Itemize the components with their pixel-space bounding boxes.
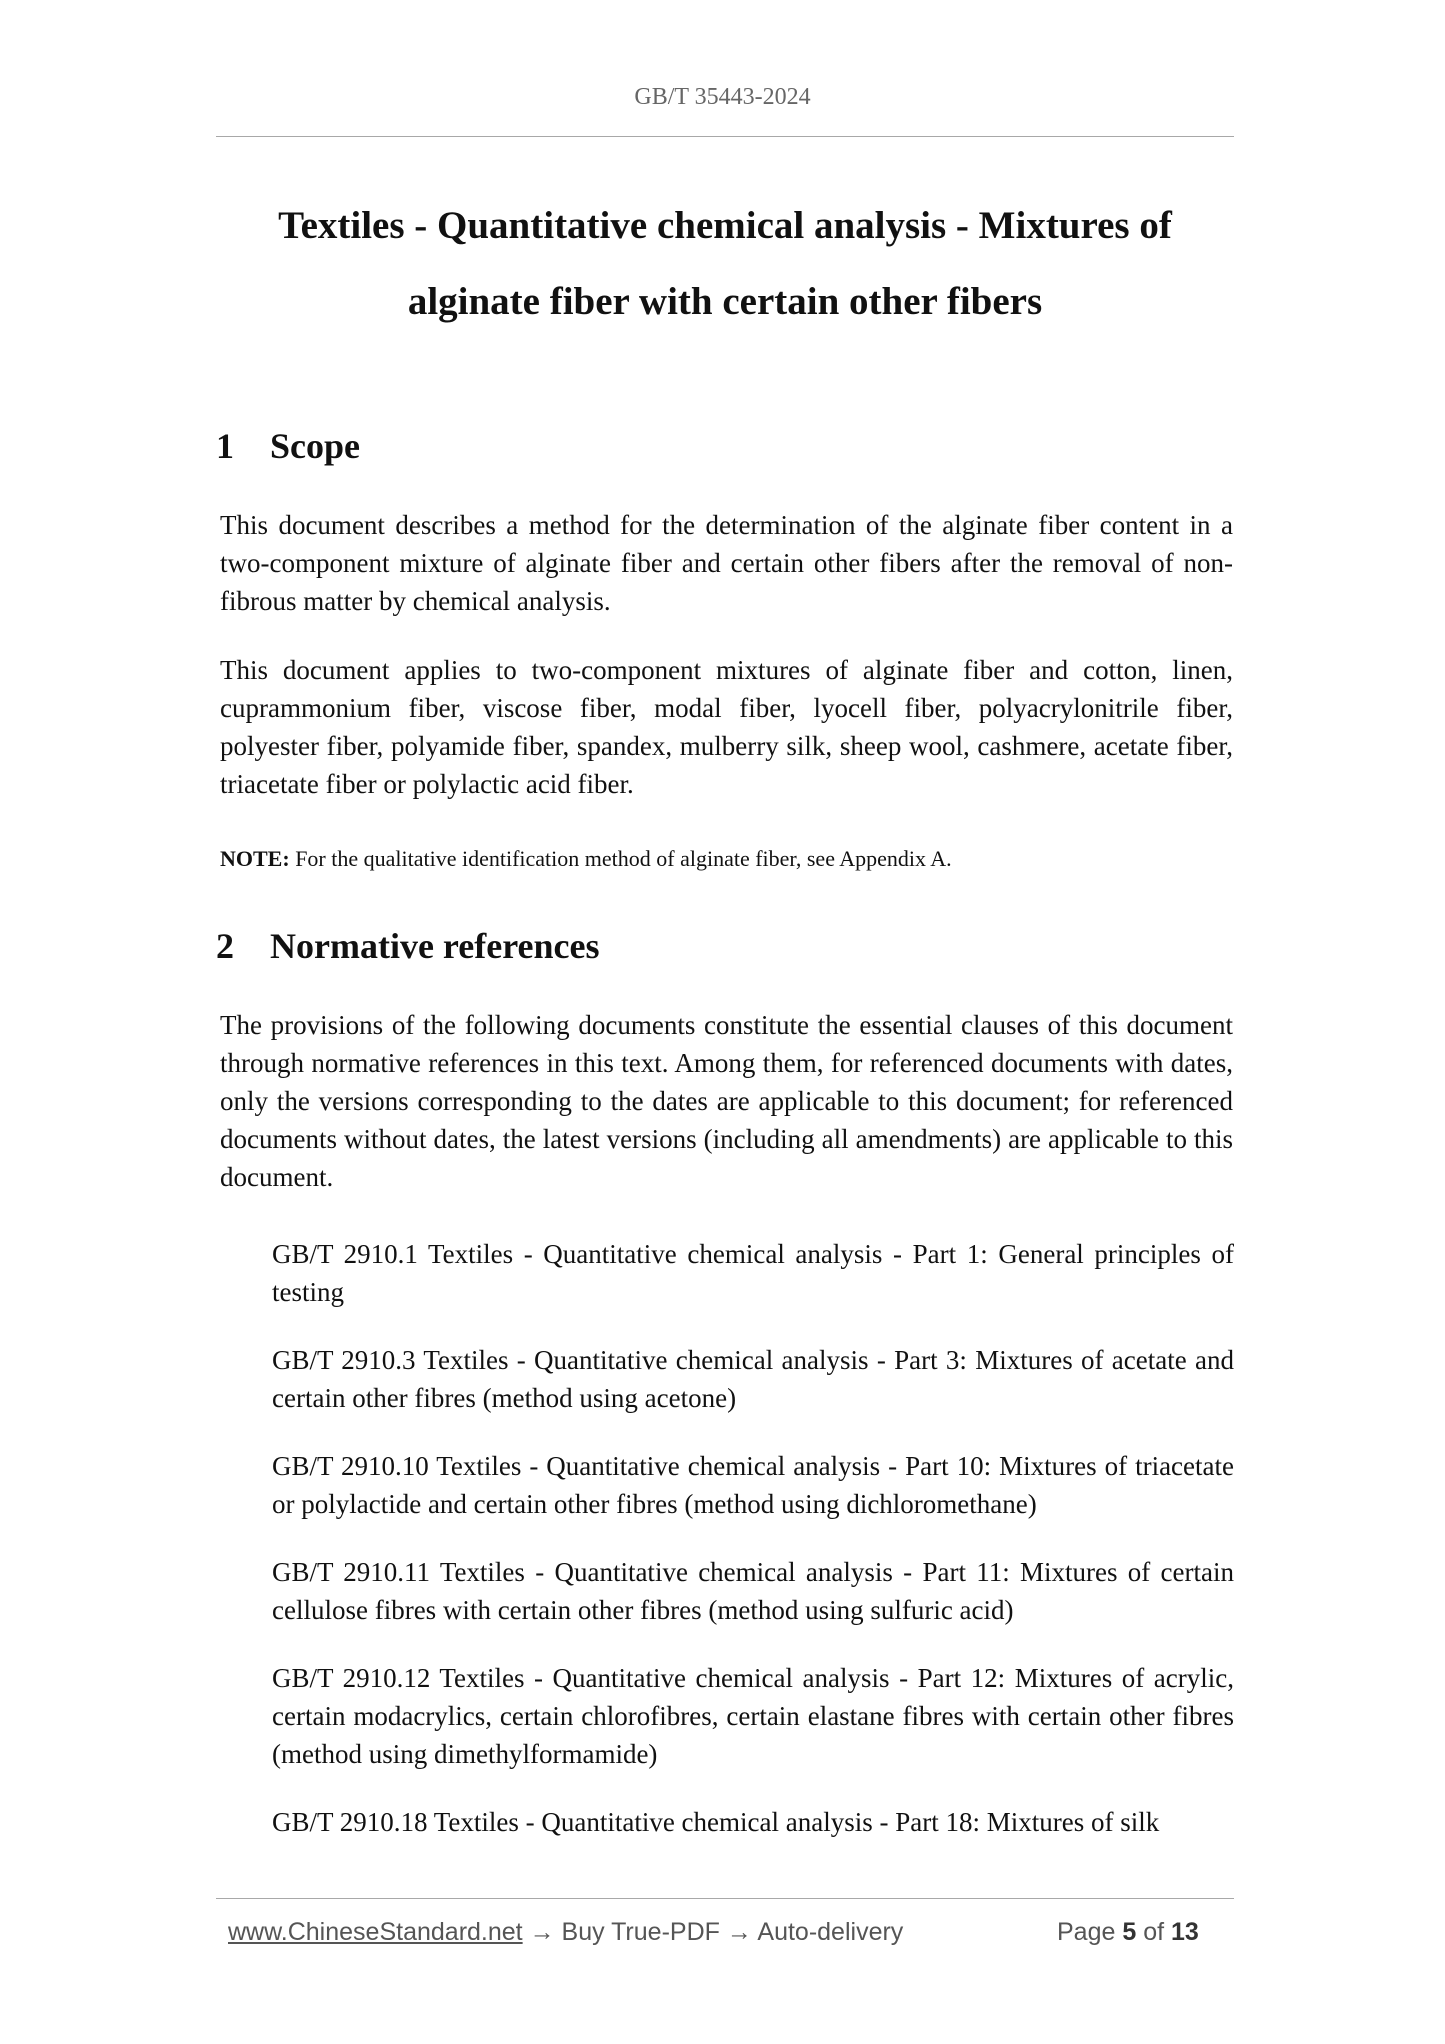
section-number: 2 bbox=[216, 926, 234, 966]
reference-item: GB/T 2910.10 Textiles - Quantitative chemical analysis - Part 10: Mixtures of triacetate or polylactide and certain other fibres (method using dichloromethane) bbox=[272, 1451, 1234, 1519]
note-label: NOTE: bbox=[220, 846, 290, 871]
footer-promo bbox=[228, 1918, 903, 1947]
document-title bbox=[216, 188, 1234, 340]
document-code: GB/T 35443-2024 bbox=[634, 84, 811, 110]
note-text: For the qualitative identification method of alginate fiber, see Appendix A. bbox=[289, 846, 952, 871]
section-title: Normative references bbox=[270, 926, 600, 966]
site-link[interactable]: www.ChineseStandard.net bbox=[228, 1918, 523, 1946]
reference-item: GB/T 2910.3 Textiles - Quantitative chemical analysis - Part 3: Mixtures of acetate and certain other fibres (method using acetone) bbox=[272, 1345, 1234, 1413]
page-of-label: of bbox=[1143, 1918, 1165, 1946]
reference-item: GB/T 2910.18 Textiles - Quantitative chemical analysis - Part 18: Mixtures of silk bbox=[272, 1807, 1160, 1837]
scope-paragraph-1: This document describes a method for the determination of the alginate fiber content in a two-component mixture of alginate fiber and certain other fibers after the removal of non-fibrous matter by chemical analysis. bbox=[220, 510, 1233, 616]
footer-divider bbox=[216, 1898, 1234, 1899]
footer-tagline: → Buy True-PDF → Auto-delivery bbox=[522, 1918, 904, 1946]
section-heading-normative-references bbox=[216, 924, 1234, 968]
section-heading-scope bbox=[216, 424, 1234, 468]
scope-note bbox=[220, 843, 1233, 875]
page-total: 13 bbox=[1171, 1918, 1199, 1946]
reference-item: GB/T 2910.12 Textiles - Quantitative chemical analysis - Part 12: Mixtures of acrylic, certain modacrylics, certain chlorofibres, certain elastane fibres with certain other fibres (method using dimethylformamide) bbox=[272, 1663, 1234, 1769]
title-line-2: alginate fiber with certain other fibers bbox=[407, 280, 1043, 323]
page-current: 5 bbox=[1122, 1918, 1137, 1946]
page-indicator bbox=[1057, 1918, 1199, 1947]
normative-intro-paragraph: The provisions of the following documents constitute the essential clauses of this document through normative references in this text. Among them, for referenced documents with dates, only the versions corresponding to the dates are applicable to this document; for referenced documents without dates, the latest versions (including all amendments) are applicable to this document. bbox=[220, 1010, 1233, 1192]
page-label: Page bbox=[1057, 1918, 1116, 1946]
reference-item: GB/T 2910.11 Textiles - Quantitative chemical analysis - Part 11: Mixtures of certain cellulose fibres with certain other fibres (method using sulfuric acid) bbox=[272, 1557, 1234, 1625]
reference-item: GB/T 2910.1 Textiles - Quantitative chemical analysis - Part 1: General principles of testing bbox=[272, 1239, 1234, 1307]
section-number: 1 bbox=[216, 426, 234, 466]
title-line-1: Textiles - Quantitative chemical analysis - Mixtures of bbox=[278, 204, 1172, 247]
header-divider bbox=[216, 136, 1234, 137]
scope-paragraph-2: This document applies to two-component mixtures of alginate fiber and cotton, linen, cuprammonium fiber, viscose fiber, modal fiber, lyocell fiber, polyacrylonitrile fiber, polyester fiber, polyamide fiber, spandex, mulberry silk, sheep wool, cashmere, acetate fiber, triacetate fiber or polylactic acid fiber. bbox=[220, 655, 1233, 799]
section-title: Scope bbox=[270, 426, 360, 466]
